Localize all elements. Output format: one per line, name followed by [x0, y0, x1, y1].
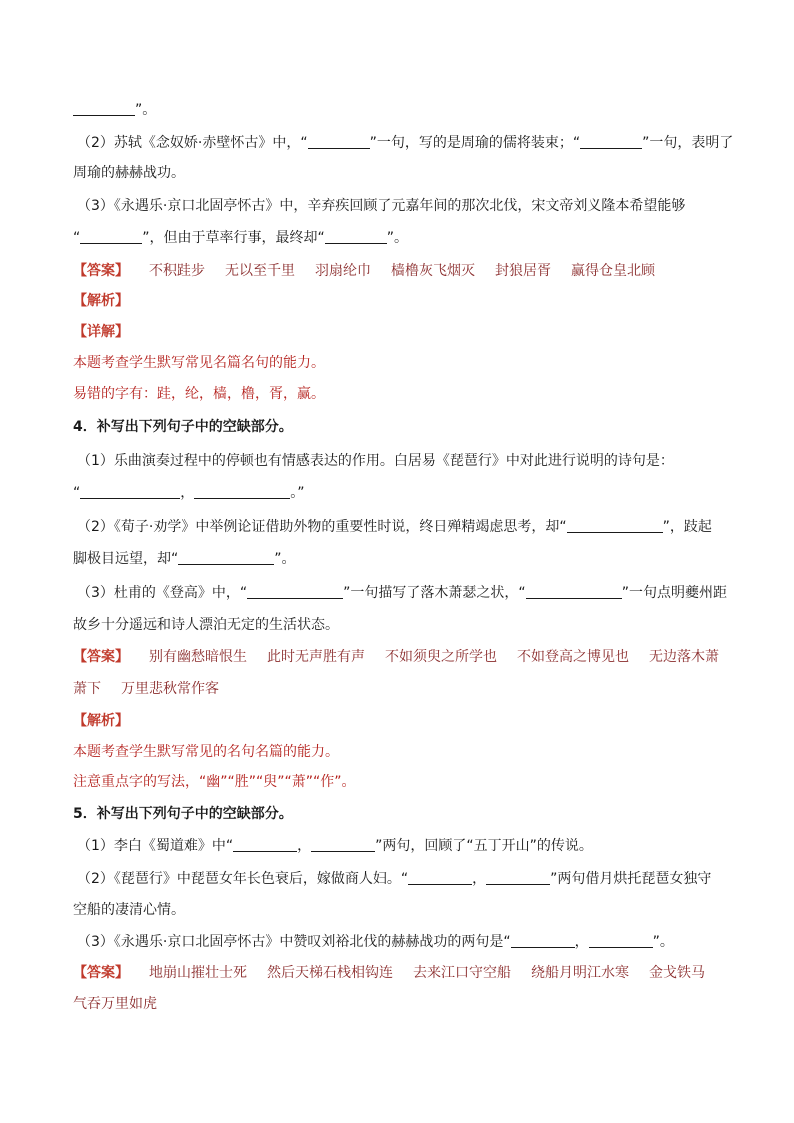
answer-tag: 【答案】 [73, 649, 129, 665]
blank[interactable] [233, 837, 297, 852]
blank[interactable] [80, 229, 142, 244]
answer-item: 羽扇纶巾 [315, 263, 371, 279]
answer-item: 绕船月明江水寒 [531, 965, 629, 981]
answer-item: 不积跬步 [149, 263, 205, 279]
answer-item: 然后天梯石栈相钩连 [267, 965, 393, 981]
blank[interactable] [308, 134, 370, 149]
answer-item: 不如须臾之所学也 [385, 649, 497, 665]
answer-item: 气吞万里如虎 [73, 996, 157, 1012]
answer-q4-cont [73, 679, 726, 699]
explanation: 本题考查学生默写常见的名句名篇的能力。 [73, 744, 339, 760]
answer-item: 萧下 [73, 681, 101, 697]
line-q3: （3）《永遇乐·京口北固亭怀古》中，辛弃疾回顾了元嘉年间的那次北伐，宋文帝刘义隆本希望能够 [77, 198, 686, 214]
answer-item: 金戈铁马 [649, 965, 705, 981]
blank[interactable] [567, 518, 663, 533]
answer-item: 万里悲秋常作客 [121, 681, 219, 697]
analysis-tag: 【解析】 [73, 293, 129, 309]
line-q2: （2）苏轼《念奴娇·赤壁怀古》中，“ ”一句，写的是周瑜的儒将装束；“ ”一句，表明了 [77, 135, 734, 151]
answer-item: 无以至千里 [225, 263, 295, 279]
answer-item: 去来江口守空船 [413, 965, 511, 981]
answer-item: 无边落木萧 [649, 649, 719, 665]
blank[interactable] [486, 870, 550, 885]
line-q5-2: （2）《琵琶行》中琵琶女年长色衰后，嫁做商人妇。“ ， ”两句借月烘托琵琶女独守 [77, 871, 712, 887]
line-q5-2-cont: 空船的凄清心情。 [73, 902, 185, 918]
answer-item: 别有幽愁暗恨生 [149, 649, 247, 665]
explanation: 易错的字有：跬，纶，樯，橹，胥，赢。 [73, 386, 325, 402]
answer-q3 [73, 261, 726, 281]
blank[interactable] [526, 584, 622, 599]
answer-q5-cont [73, 994, 726, 1014]
line-q4-3: （3）杜甫的《登高》中，“ ”一句描写了落木萧瑟之状，“ ”一句点明夔州距 [77, 585, 727, 601]
line-q3-cont: “ ”，但由于草率行事，最终却“ ”。 [73, 230, 409, 246]
blank[interactable] [511, 933, 575, 948]
blank[interactable] [194, 484, 290, 499]
detail-tag: 【详解】 [73, 324, 129, 340]
blank[interactable] [80, 484, 180, 499]
answer-item: 地崩山摧壮士死 [149, 965, 247, 981]
line-q5-1: （1）李白《蜀道难》中“ ， ”两句，回顾了“五丁开山”的传说。 [77, 838, 593, 854]
answer-q4 [73, 647, 726, 667]
line-q4-1: （1）乐曲演奏过程中的停顿也有情感表达的作用。白居易《琵琶行》中对此进行说明的诗句是： [77, 453, 674, 469]
question-4-title: 4．补写出下列句子中的空缺部分。 [73, 419, 293, 435]
blank[interactable] [580, 134, 642, 149]
blank[interactable] [408, 870, 472, 885]
question-5-title: 5．补写出下列句子中的空缺部分。 [73, 806, 293, 822]
explanation: 本题考查学生默写常见名篇名句的能力。 [73, 355, 325, 371]
answer-item: 封狼居胥 [495, 263, 551, 279]
answer-q5 [73, 963, 726, 983]
answer-item: 樯橹灰飞烟灭 [391, 263, 475, 279]
blank[interactable] [247, 584, 343, 599]
blank[interactable] [325, 229, 387, 244]
line-q4-2: （2）《荀子·劝学》中举例论证借助外物的重要性时说，终日殚精竭虑思考，却“ ”，跂起 [77, 519, 712, 535]
line-q4-2-cont: 脚极目远望，却“ ”。 [73, 551, 296, 567]
line-q4-1-cont: “ ， 。” [73, 485, 305, 501]
answer-tag: 【答案】 [73, 965, 129, 981]
blank[interactable] [178, 550, 274, 565]
answer-item: 不如登高之博见也 [517, 649, 629, 665]
blank[interactable] [73, 101, 135, 116]
explanation: 注意重点字的写法，“幽”“胜”“臾”“萧”“作”。 [73, 774, 356, 790]
line-q4-3-cont: 故乡十分遥远和诗人漂泊无定的生活状态。 [73, 617, 339, 633]
blank[interactable] [311, 837, 375, 852]
blank[interactable] [589, 933, 653, 948]
line-q1-tail: ”。 [73, 100, 726, 120]
analysis-tag: 【解析】 [73, 713, 129, 729]
answer-item: 此时无声胜有声 [267, 649, 365, 665]
answer-tag: 【答案】 [73, 263, 129, 279]
answer-item: 赢得仓皇北顾 [571, 263, 655, 279]
line-q2-cont: 周瑜的赫赫战功。 [73, 165, 185, 181]
line-q5-3: （3）《永遇乐·京口北固亭怀古》中赞叹刘裕北伐的赫赫战功的两句是“ ， ”。 [77, 934, 674, 950]
